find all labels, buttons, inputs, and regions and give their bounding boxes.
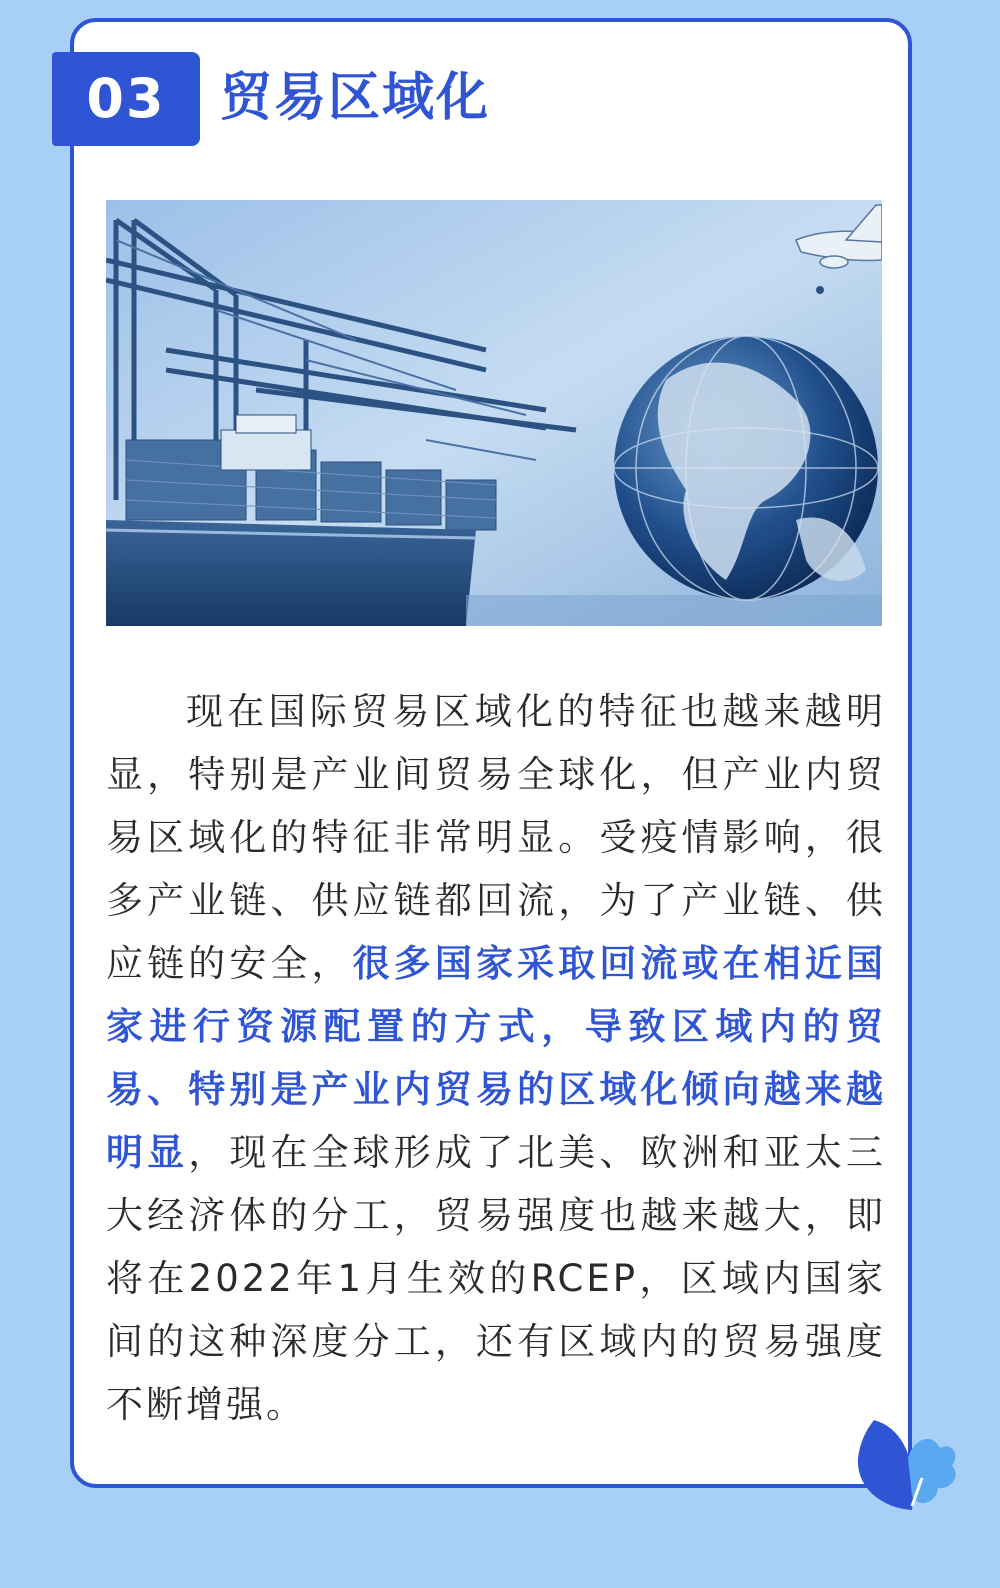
paragraph-text-part2: ，现在全球形成了北美、欧洲和亚太三大经济体的分工，贸易强度也越来越大，即将在2022年1月生效的RCEP，区域内国家间的这种深度分工，还有区域内的贸易强度不断增强。 <box>106 1131 887 1426</box>
hero-image <box>106 200 882 626</box>
leaf-icon <box>852 1418 962 1518</box>
highlighted-text: 很多国家采取回流或在相近国家进行资源配置的方式，导致区域内的贸易、特别是产业内贸易的区域化倾向越来越明显 <box>106 942 887 1174</box>
article-paragraph <box>106 680 886 1436</box>
section-number-badge: 03 <box>52 52 200 146</box>
paragraph-text-part1: 现在国际贸易区域化的特征也越来越明显，特别是产业间贸易全球化，但产业内贸易区域化的特征非常明显。受疫情影响，很多产业链、供应链都回流，为了产业链、供应链的安全， <box>106 690 886 985</box>
section-title: 贸易区域化 <box>220 68 491 128</box>
